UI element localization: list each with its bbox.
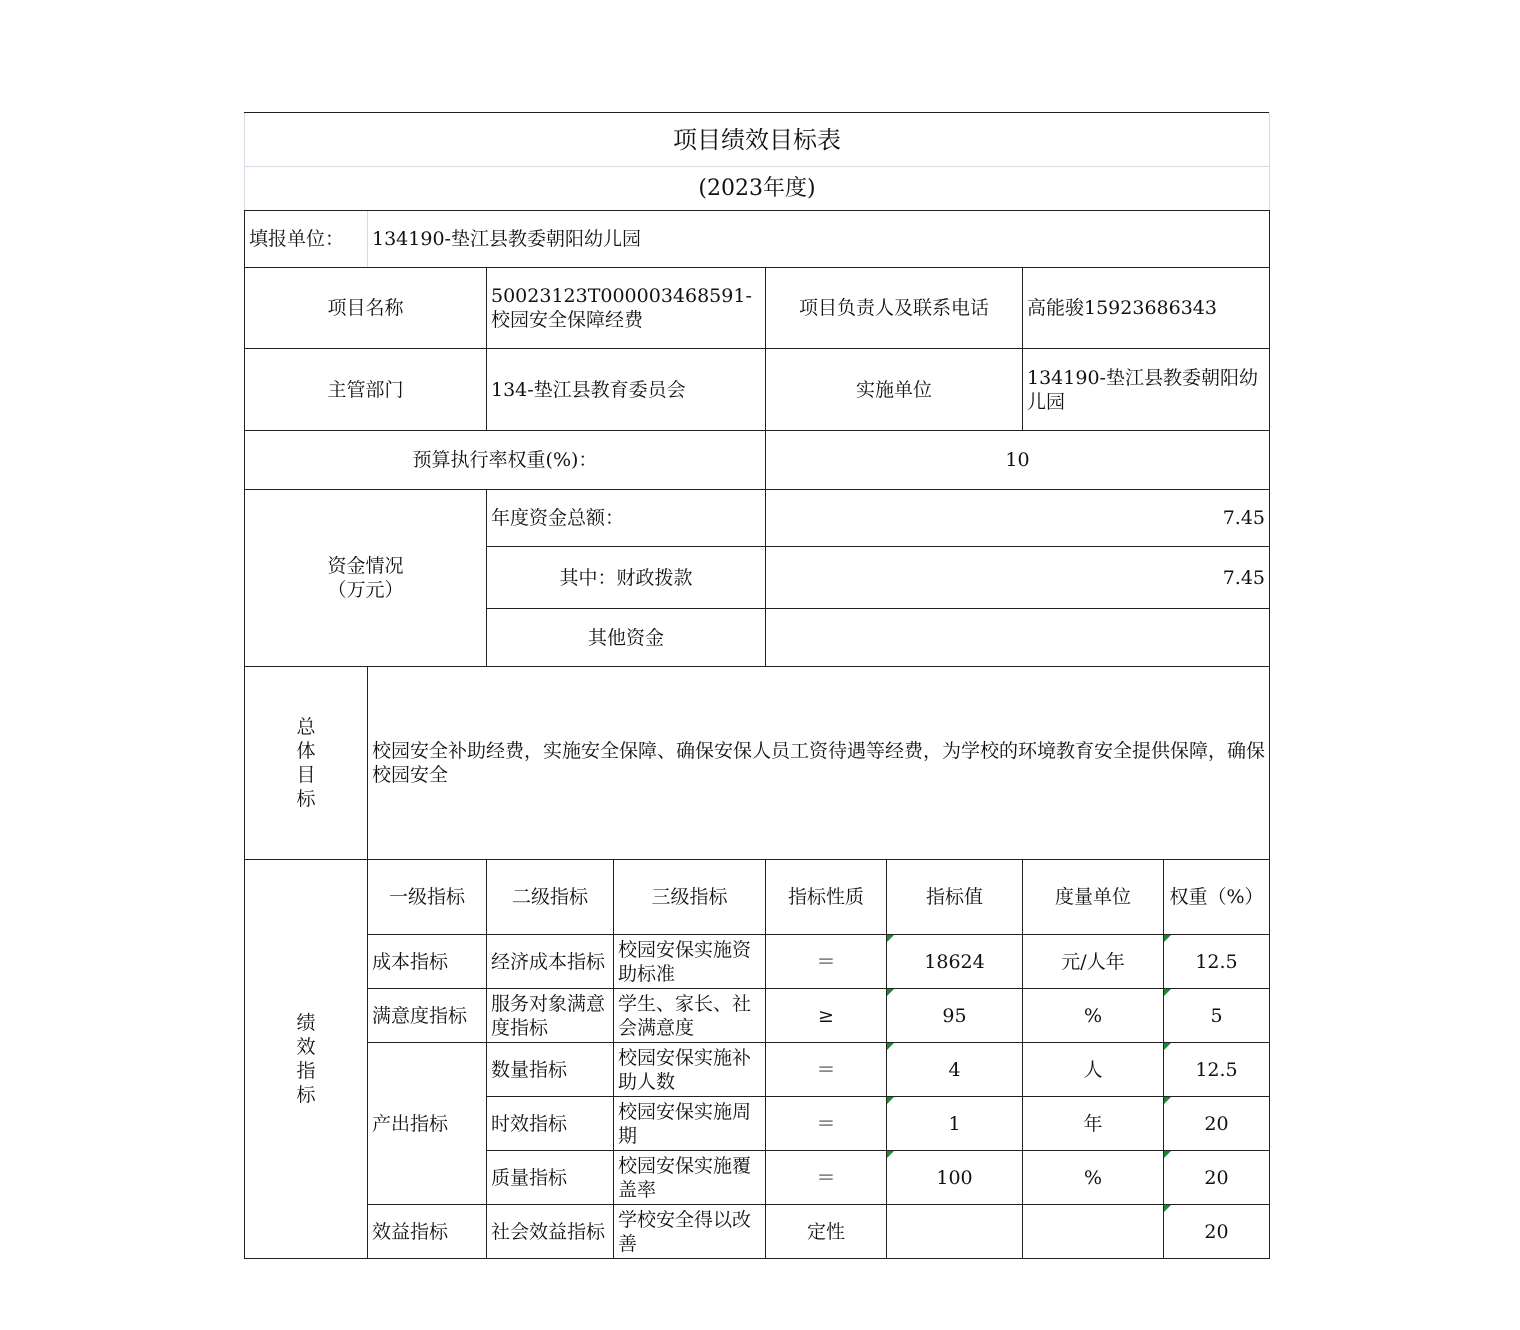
fiscal-funds-label: 其中：财政拨款: [487, 547, 766, 609]
table-row: [245, 1043, 1270, 1097]
level1-cell: 效益指标: [368, 1205, 487, 1259]
weight-cell: 20: [1164, 1205, 1270, 1259]
goal-char: 总: [296, 716, 316, 738]
project-leader-label: 项目负责人及联系电话: [766, 268, 1023, 349]
level3-cell: 校园安保实施补助人数: [614, 1043, 766, 1097]
annual-total-label: 年度资金总额：: [487, 490, 766, 547]
other-funds-label: 其他资金: [487, 609, 766, 667]
weight-cell: 12.5: [1164, 1043, 1270, 1097]
performance-target-table: [244, 112, 1270, 1259]
goal-char: 标: [296, 788, 316, 810]
overall-goal-label: [245, 667, 368, 860]
level1-cell: 产出指标: [368, 1043, 487, 1205]
value-cell: 18624: [887, 935, 1023, 989]
perf-char: 绩: [296, 1012, 316, 1034]
level3-cell: 学校安全得以改善: [614, 1205, 766, 1259]
nature-cell: ＝: [766, 935, 887, 989]
goal-char: 体: [296, 740, 316, 762]
project-name-value: 50023123T000003468591-校园安全保障经费: [487, 268, 766, 349]
level1-cell: 满意度指标: [368, 989, 487, 1043]
unit-cell: 年: [1023, 1097, 1164, 1151]
nature-cell: ＝: [766, 1043, 887, 1097]
project-leader-value: 高能骏15923686343: [1023, 268, 1270, 349]
table-row: [245, 935, 1270, 989]
goal-char: 目: [296, 764, 316, 786]
table-title: 项目绩效目标表: [245, 113, 1270, 167]
header-value: 指标值: [887, 860, 1023, 935]
header-weight: 权重（%）: [1164, 860, 1270, 935]
annual-total-value: 7.45: [766, 490, 1270, 547]
header-level3: 三级指标: [614, 860, 766, 935]
weight-cell: 12.5: [1164, 935, 1270, 989]
level2-cell: 时效指标: [487, 1097, 614, 1151]
header-unit: 度量单位: [1023, 860, 1164, 935]
reporting-unit-label: 填报单位：: [245, 211, 368, 268]
level2-cell: 数量指标: [487, 1043, 614, 1097]
level2-cell: 质量指标: [487, 1151, 614, 1205]
unit-cell: 人: [1023, 1043, 1164, 1097]
level2-cell: 服务对象满意度指标: [487, 989, 614, 1043]
header-level2: 二级指标: [487, 860, 614, 935]
year-subtitle: (2023年度): [245, 167, 1270, 211]
nature-cell: ≥: [766, 989, 887, 1043]
level3-cell: 校园安保实施覆盖率: [614, 1151, 766, 1205]
implementing-unit-label: 实施单位: [766, 349, 1023, 431]
weight-cell: 20: [1164, 1151, 1270, 1205]
unit-cell: %: [1023, 1151, 1164, 1205]
budget-rate-value: 10: [766, 431, 1270, 490]
funds-label: [245, 490, 487, 667]
implementing-unit-value: 134190-垫江县教委朝阳幼儿园: [1023, 349, 1270, 431]
level3-cell: 校园安保实施资助标准: [614, 935, 766, 989]
value-cell: [887, 1205, 1023, 1259]
level2-cell: 社会效益指标: [487, 1205, 614, 1259]
unit-cell: %: [1023, 989, 1164, 1043]
level3-cell: 校园安保实施周期: [614, 1097, 766, 1151]
unit-cell: [1023, 1205, 1164, 1259]
fiscal-funds-value: 7.45: [766, 547, 1270, 609]
table-row: [245, 1205, 1270, 1259]
weight-cell: 5: [1164, 989, 1270, 1043]
nature-cell: ＝: [766, 1097, 887, 1151]
other-funds-value: [766, 609, 1270, 667]
department-value: 134-垫江县教育委员会: [487, 349, 766, 431]
project-name-label: 项目名称: [245, 268, 487, 349]
weight-cell: 20: [1164, 1097, 1270, 1151]
funds-label-text: 资金情况: [327, 555, 404, 577]
value-cell: 100: [887, 1151, 1023, 1205]
level2-cell: 经济成本指标: [487, 935, 614, 989]
value-cell: 1: [887, 1097, 1023, 1151]
unit-cell: 元/人年: [1023, 935, 1164, 989]
perf-char: 指: [296, 1060, 316, 1082]
department-label: 主管部门: [245, 349, 487, 431]
table-row: [245, 989, 1270, 1043]
reporting-unit-value: 134190-垫江县教委朝阳幼儿园: [368, 211, 1270, 268]
header-nature: 指标性质: [766, 860, 887, 935]
performance-indicators-label: [245, 860, 368, 1259]
perf-char: 标: [296, 1084, 316, 1106]
nature-cell: ＝: [766, 1151, 887, 1205]
funds-unit-text: （万元）: [327, 579, 404, 601]
header-level1: 一级指标: [368, 860, 487, 935]
perf-char: 效: [296, 1036, 316, 1058]
value-cell: 4: [887, 1043, 1023, 1097]
budget-rate-label: 预算执行率权重(%)：: [245, 431, 766, 490]
level3-cell: 学生、家长、社会满意度: [614, 989, 766, 1043]
overall-goal-text: 校园安全补助经费，实施安全保障、确保安保人员工资待遇等经费，为学校的环境教育安全提供保障，确保校园安全: [368, 667, 1270, 860]
value-cell: 95: [887, 989, 1023, 1043]
nature-cell: 定性: [766, 1205, 887, 1259]
level1-cell: 成本指标: [368, 935, 487, 989]
